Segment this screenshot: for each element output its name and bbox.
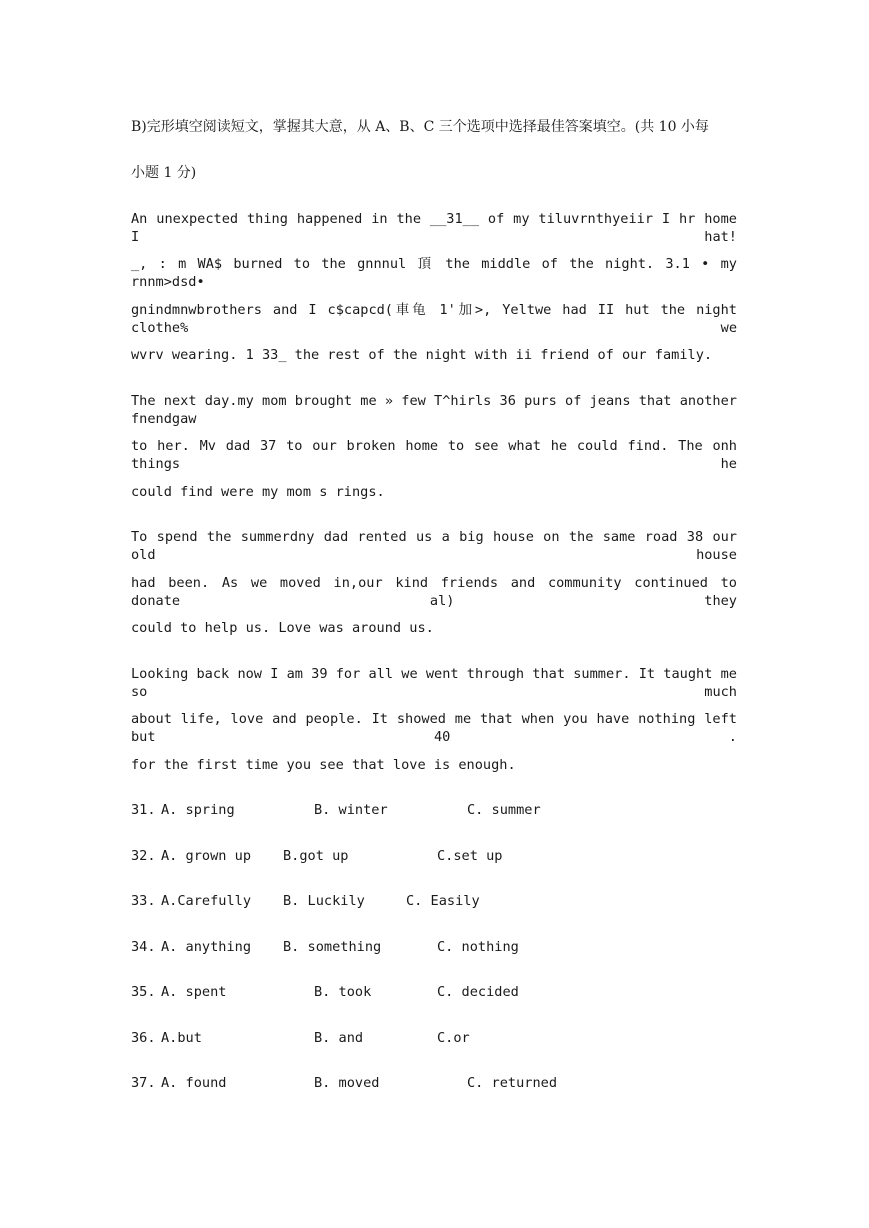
passage-line: to her. Mv dad 37 to our broken home to see what he could find. The onh things he <box>131 438 737 472</box>
question-number: 36. <box>131 1030 156 1046</box>
option-a: A. spring <box>161 802 235 818</box>
question-number: 32. <box>131 848 156 864</box>
passage-line: To spend the summerdny dad rented us a big house on the same road 38 our old house <box>131 529 737 563</box>
option-a: A. grown up <box>161 848 252 864</box>
question-number: 31. <box>131 802 156 818</box>
option-b: B.got up <box>283 848 349 864</box>
option-b: B. took <box>314 984 372 1000</box>
instructions-line-1: B)完形填空阅读短文，掌握其大意，从 A、B、C 三个选项中选择最佳答案填空。(共 10 小每 <box>131 119 709 135</box>
passage-line: for the first time you see that love is enough. <box>131 757 516 773</box>
instructions-line-2: 小题 1 分) <box>131 165 197 181</box>
option-c: C. nothing <box>437 939 519 955</box>
passage-line: _, : m WA$ burned to the gnnnul 頂 the middle of the night. 3.1 • my rnnm>dsd• <box>131 256 737 290</box>
option-c: C. decided <box>437 984 519 1000</box>
option-c: C. returned <box>467 1075 558 1091</box>
option-a: A.but <box>161 1030 202 1046</box>
passage-line: An unexpected thing happened in the __31__ of my tiluvrnthyeiir I hr home I hat! <box>131 211 737 245</box>
option-a: A. spent <box>161 984 227 1000</box>
question-number: 34. <box>131 939 156 955</box>
passage-line: Looking back now I am 39 for all we went through that summer. It taught me so much <box>131 666 737 700</box>
passage-line: The next day.my mom brought me » few T^hirls 36 purs of jeans that another fnendgaw <box>131 393 737 427</box>
question-number: 33. <box>131 893 156 909</box>
question-number: 35. <box>131 984 156 1000</box>
option-b: B. Luckily <box>283 893 365 909</box>
option-c: C. summer <box>467 802 541 818</box>
option-c: C.or <box>437 1030 470 1046</box>
passage-line: could to help us. Love was around us. <box>131 620 434 636</box>
passage-line: had been. As we moved in,our kind friends and community continued to donate al) they <box>131 575 737 609</box>
option-c: C.set up <box>437 848 503 864</box>
option-a: A. anything <box>161 939 252 955</box>
option-b: B. and <box>314 1030 364 1046</box>
passage-line: wvrv wearing. 1 33_ the rest of the night with ii friend of our family. <box>131 347 713 363</box>
passage-line: gnindmnwbrothers and I c$capcd(車龟 1'加>, Yeltwe had II hut the night clothe% we <box>131 302 737 336</box>
passage-line: about life, love and people. It showed me that when you have nothing left but 40 . <box>131 711 737 745</box>
question-number: 37. <box>131 1075 156 1091</box>
option-a: A. found <box>161 1075 227 1091</box>
option-b: B. moved <box>314 1075 380 1091</box>
option-a: A.Carefully <box>161 893 252 909</box>
passage-line: could find were my mom s rings. <box>131 484 385 500</box>
option-c: C. Easily <box>406 893 480 909</box>
option-b: B. something <box>283 939 382 955</box>
option-b: B. winter <box>314 802 388 818</box>
